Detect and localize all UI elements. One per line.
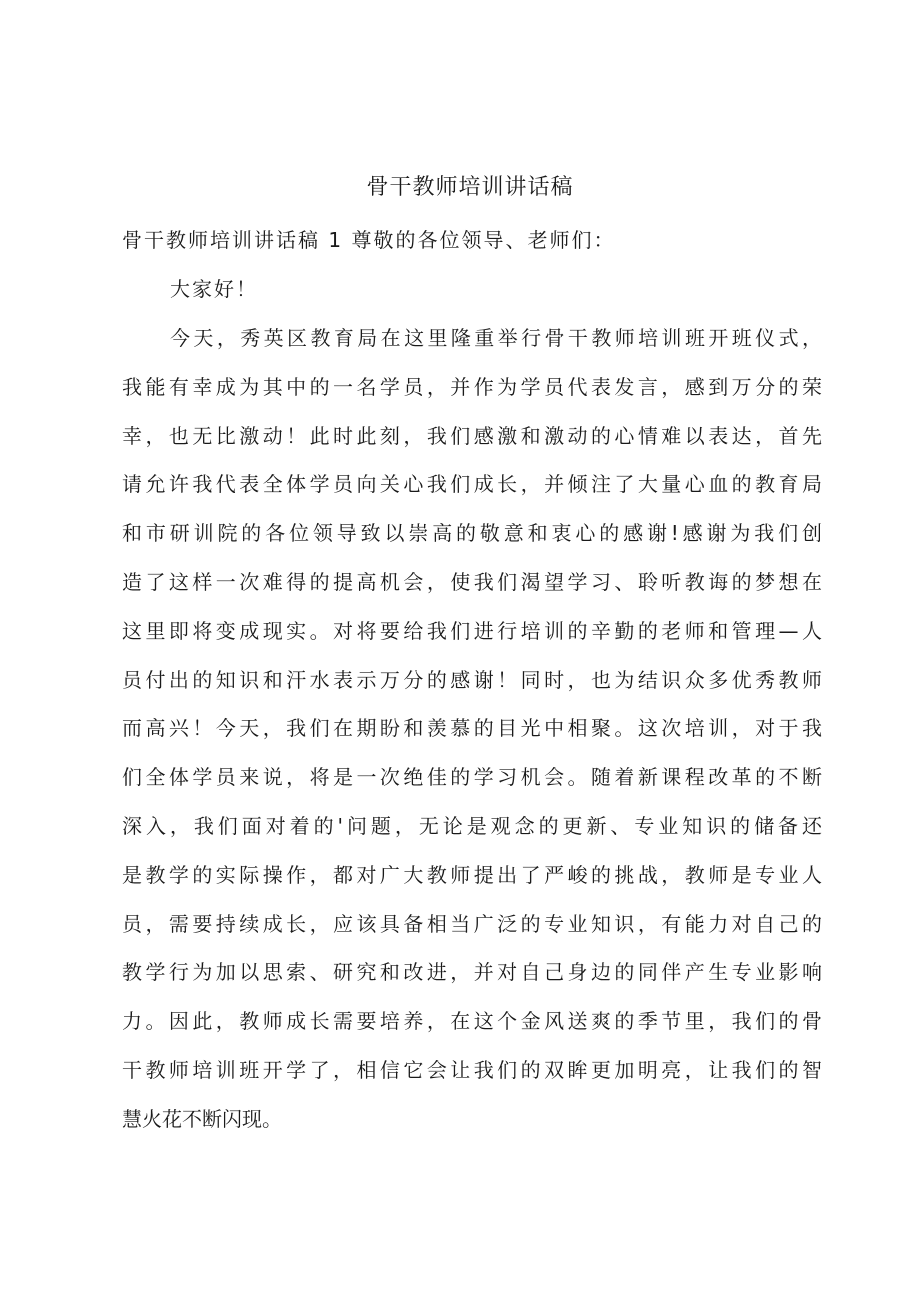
paragraph-line: 和市研训院的各位领导致以崇高的敬意和衷心的感谢!感谢为我们创 (122, 521, 822, 546)
paragraph-line: 深入，我们面对着的'问题，无论是观念的更新、专业知识的储备还 (122, 813, 822, 838)
paragraph-line: 员付出的知识和汗水表示万分的感谢！同时，也为结识众多优秀教师 (122, 667, 822, 692)
paragraph-line: 这里即将变成现实。对将要给我们进行培训的辛勤的老师和管理—人 (122, 618, 822, 643)
paragraph-line: 今天，秀英区教育局在这里隆重举行骨干教师培训班开班仪式， (170, 326, 822, 350)
speech-paragraph (122, 320, 822, 1150)
paragraph-line: 请允许我代表全体学员向关心我们成长，并倾注了大量心血的教育局 (122, 472, 822, 497)
paragraph-line: 是教学的实际操作，都对广大教师提出了严峻的挑战，教师是专业人 (122, 862, 822, 887)
paragraph-line: 力。因此，教师成长需要培养，在这个金风送爽的季节里，我们的骨 (122, 1009, 822, 1034)
paragraph-line: 而高兴！今天，我们在期盼和羡慕的目光中相聚。这次培训，对于我 (122, 716, 822, 741)
paragraph-line: 员，需要持续成长，应该具备相当广泛的专业知识，有能力对自己的 (122, 911, 822, 936)
paragraph-line: 慧火花不断闪现。 (122, 1106, 282, 1131)
paragraph-line: 教学行为加以思索、研究和改进，并对自己身边的同伴产生专业影响 (122, 960, 822, 985)
paragraph-line: 造了这样一次难得的提高机会，使我们渴望学习、聆听教诲的梦想在 (122, 569, 822, 594)
document-subtitle: 骨干教师培训讲话稿 1 尊敬的各位领导、老师们： (122, 228, 616, 252)
paragraph-line: 幸，也无比激动！此时此刻，我们感激和激动的心情难以表达，首先 (122, 423, 822, 448)
document-title: 骨干教师培训讲话稿 (366, 175, 574, 200)
paragraph-line: 干教师培训班开学了，相信它会让我们的双眸更加明亮，让我们的智 (122, 1057, 822, 1082)
paragraph-line: 们全体学员来说，将是一次绝佳的学习机会。随着新课程改革的不断 (122, 765, 822, 790)
greeting-line: 大家好！ (170, 277, 258, 301)
paragraph-line: 我能有幸成为其中的一名学员，并作为学员代表发言，感到万分的荣 (122, 374, 822, 399)
